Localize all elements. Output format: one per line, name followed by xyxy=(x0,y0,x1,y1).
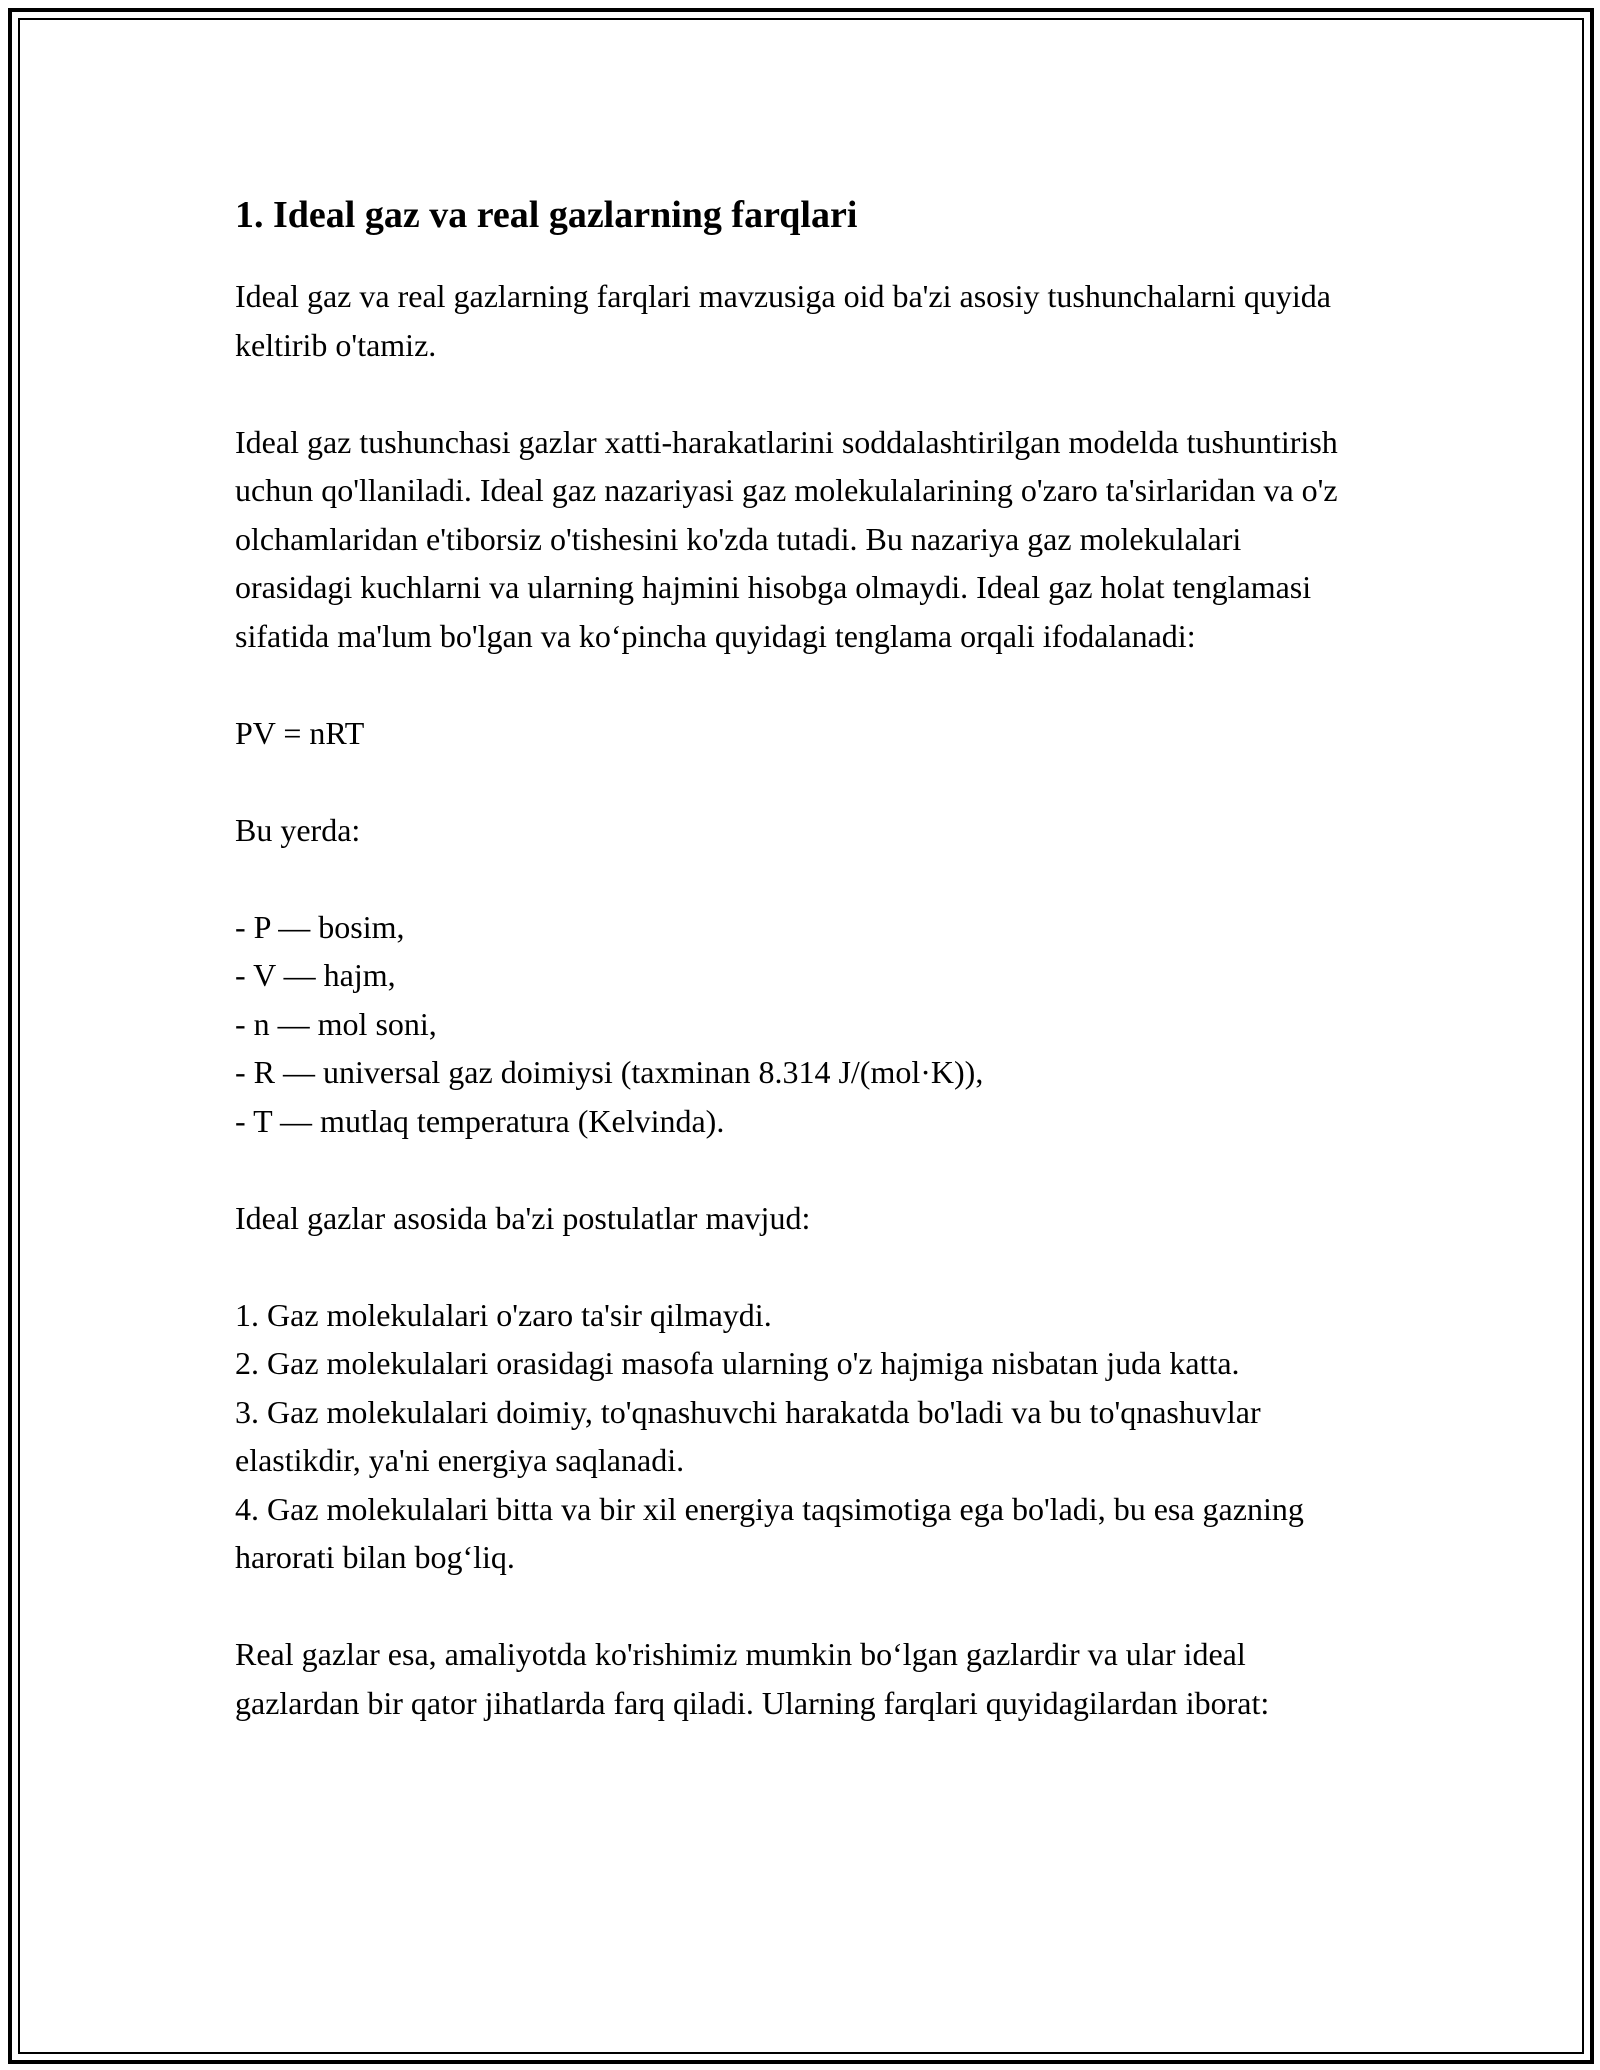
list-item: 4. Gaz molekulalari bitta va bir xil energiya taqsimotiga ega bo'ladi, bu esa gazning harorati bilan bog‘liq. xyxy=(235,1490,1304,1575)
section-heading: 1. Ideal gaz va real gazlarning farqlari xyxy=(235,194,858,236)
spacer xyxy=(235,1582,1365,1631)
list-item: - T — mutlaq temperatura (Kelvinda). xyxy=(235,1102,725,1139)
equation: PV = nRT xyxy=(235,714,365,751)
postulate-list xyxy=(235,1291,1365,1582)
ideal-gas-paragraph: Ideal gaz tushunchasi gazlar xatti-harakatlarini soddalashtirilgan modelda tushuntirish uchun qo'llaniladi. Ideal gaz nazariyasi gaz molekulalarining o'zaro ta'sirlaridan va o'z olchamlaridan e'tiborsiz o'tishesini ko'zda tutadi. Bu nazariya gaz molekulalari orasidagi kuchlarni va ularning hajmini hisobga olmaydi. Ideal gaz holat tenglamasi sifatida ma'lum bo'lgan va ko‘pincha quyidagi tenglama orqali ifodalanadi: xyxy=(235,423,1338,654)
list-item: - n — mol soni, xyxy=(235,1005,437,1042)
variable-list xyxy=(235,903,1365,1146)
spacer xyxy=(235,1145,1365,1194)
list-item: - R — universal gaz doimiysi (taxminan 8.314 J/(mol·K)), xyxy=(235,1054,984,1090)
list-item: - V — hajm, xyxy=(235,957,396,993)
list-item: 3. Gaz molekulalari doimiy, to'qnashuvchi harakatda bo'ladi va bu to'qnashuvlar elastikdir, ya'ni energiya saqlanadi. xyxy=(235,1393,1261,1478)
spacer xyxy=(235,660,1365,709)
intro-paragraph: Ideal gaz va real gazlarning farqlari mavzusiga oid ba'zi asosiy tushunchalarni quyida keltirib o'tamiz. xyxy=(235,278,1331,363)
list-item: 1. Gaz molekulalari o'zaro ta'sir qilmaydi. xyxy=(235,1296,772,1333)
spacer xyxy=(235,854,1365,903)
spacer xyxy=(235,757,1365,806)
list-item: 2. Gaz molekulalari orasidagi masofa ularning o'z hajmiga nisbatan juda katta. xyxy=(235,1345,1240,1381)
real-gases-paragraph: Real gazlar esa, amaliyotda ko'rishimiz mumkin bo‘lgan gazlardir va ular ideal gazlardan bir qator jihatlarda farq qiladi. Ularning farqlari quyidagilardan iborat: xyxy=(235,1636,1270,1721)
where-label: Bu yerda: xyxy=(235,811,361,848)
spacer xyxy=(235,1242,1365,1291)
list-item: - P — bosim, xyxy=(235,908,405,945)
document-body xyxy=(235,186,1365,1727)
postulates-intro: Ideal gazlar asosida ba'zi postulatlar mavjud: xyxy=(235,1199,811,1236)
spacer xyxy=(235,369,1365,418)
